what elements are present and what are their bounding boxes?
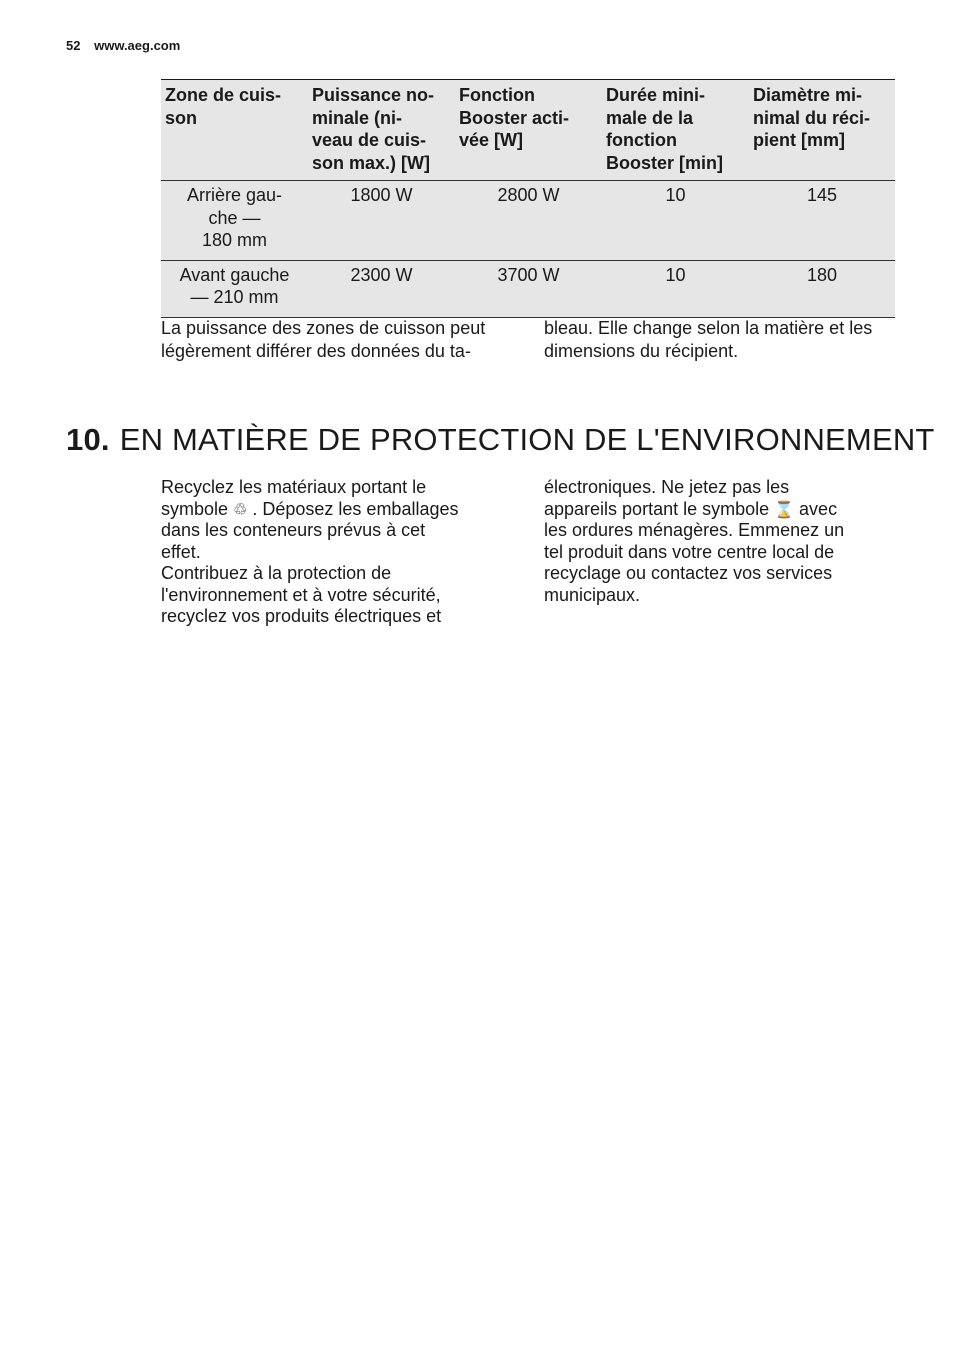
cooking-zone-table (161, 79, 895, 318)
column-header-zone: Zone de cuis- son (161, 80, 308, 181)
table-cell: 2300 W (308, 260, 455, 317)
body-right-text-b: avec les ordures ménagères. Emmenez un tel produit dans votre centre local de recyclage ou contactez vos services municipaux. (544, 498, 845, 605)
table-cell: Arrière gau- che — 180 mm (161, 181, 308, 261)
column-header-booster: Fonction Booster acti- vée [W] (455, 80, 602, 181)
body-left-column (161, 477, 501, 628)
table-cell: 2800 W (455, 181, 602, 261)
page-number: 52 (66, 38, 81, 53)
table-cell: 145 (749, 181, 895, 261)
body-right-column (544, 477, 884, 606)
section-number: 10. (66, 422, 110, 457)
page-header (66, 38, 180, 53)
body-left-text-a: Recyclez les matériaux portant le symbole (161, 477, 427, 519)
note-right-column: bleau. Elle change selon la matière et les dimensions du récipient. (544, 318, 873, 361)
section-heading (66, 422, 935, 458)
table-cell: 10 (602, 260, 749, 317)
table-row (161, 181, 895, 261)
crossed-bin-icon: ⌛ (774, 499, 795, 519)
table-header-row (161, 80, 895, 181)
recycle-icon: ♲ (233, 499, 248, 519)
body-right-text-a: électroniques. Ne jetez pas les appareils portant le symbole (544, 477, 790, 519)
table-cell: 10 (602, 181, 749, 261)
table-cell: 1800 W (308, 181, 455, 261)
table-cell: Avant gauche — 210 mm (161, 260, 308, 317)
section-title: EN MATIÈRE DE PROTECTION DE L'ENVIRONNEMENT (119, 422, 935, 457)
column-header-duration: Durée mini- male de la fonction Booster [min] (602, 80, 749, 181)
column-header-diameter: Diamètre mi- nimal du réci- pient [mm] (749, 80, 895, 181)
table-cell: 3700 W (455, 260, 602, 317)
column-header-power: Puissance no- minale (ni- veau de cuis- son max.) [W] (308, 80, 455, 181)
site-url: www.aeg.com (94, 38, 181, 53)
table-row (161, 260, 895, 317)
body-left-text-b: . Déposez les emballages dans les conteneurs prévus à cet effet. Contribuez à la protection de l'environnement et à votre sécurité, recyclez vos produits électriques et (161, 498, 459, 626)
note-left-column: La puissance des zones de cuisson peut légèrement différer des données du ta- (161, 318, 486, 361)
table-cell: 180 (749, 260, 895, 317)
